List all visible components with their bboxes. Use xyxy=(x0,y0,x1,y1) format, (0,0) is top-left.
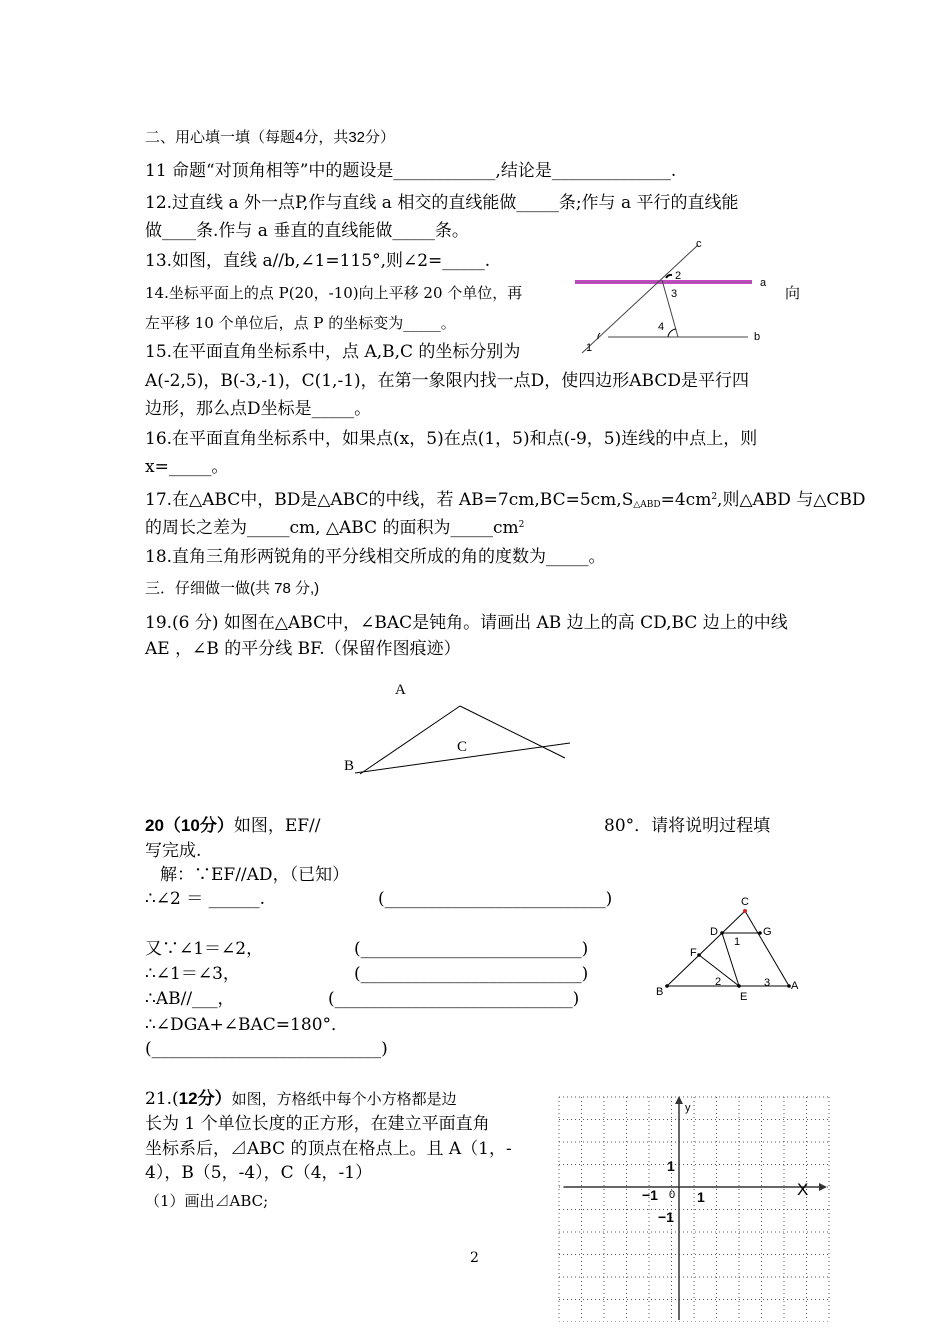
question-20-line1-tail: 80°．请将说明过程填 xyxy=(604,816,771,836)
figure-19-triangle xyxy=(340,678,580,788)
y-tick-one: 1 xyxy=(667,1158,675,1174)
fig20-label-a: A xyxy=(791,980,799,992)
q20-reason3: (__________________________) xyxy=(354,964,589,984)
fig13-label-c: c xyxy=(696,238,702,250)
question-21-line1: 21.(12分）如图，方格纸中每个小方格都是边 xyxy=(145,1089,457,1109)
q20-reason4: (____________________________) xyxy=(328,989,580,1009)
x-tick-neg-one: −1 xyxy=(642,1187,658,1203)
question-17-line2: 的周长之差为_____cm, △ABC 的面积为$\_\_\_\_\_cm^2$ xyxy=(145,518,525,538)
question-15-line3: 边形，那么点D坐标是_____。 xyxy=(145,399,372,419)
fig13-label-a: a xyxy=(760,277,767,289)
fig20-angle-1: 1 xyxy=(734,936,741,948)
fig20-angle-3: 3 xyxy=(764,977,771,989)
question-21-part1: （1）画出⊿ABC; xyxy=(145,1192,269,1210)
coordinate-grid xyxy=(554,1092,832,1322)
axis-x-label: X xyxy=(797,1180,809,1199)
question-20-line2: 写完成. xyxy=(145,841,202,861)
q20-step3: ∴∠1＝∠3， xyxy=(145,964,240,984)
q20-step1: ∴∠2 ＝ ______. xyxy=(145,889,266,909)
fig13-label-b: b xyxy=(754,331,761,343)
question-15-line2: A(-2,5)，B(-3,-1)，C(1,-1)，在第一象限内找一点D，使四边形ABCD是平行四 xyxy=(145,371,750,391)
question-14-tail: 向 xyxy=(785,284,801,302)
fig20-label-c: C xyxy=(741,896,749,908)
figure-13-parallel-lines xyxy=(570,235,780,360)
page-number: 2 xyxy=(470,1250,479,1266)
fig19-label-a: A xyxy=(395,682,406,698)
question-15-line1: 15.在平面直角坐标系中，点 A,B,C 的坐标分别为 xyxy=(145,342,521,362)
question-16-line1: 16.在平面直角坐标系中，如果点(x，5)在点(1，5)和点(-9，5)连线的中点上，则 xyxy=(145,429,758,449)
q20-reason2: (__________________________) xyxy=(354,939,589,959)
question-20-line1: 20（10分）如图，EF// xyxy=(145,816,321,836)
question-17-line1: 17.在△ABC中，BD是△ABC的中线，若 $AB=7cm,BC=5cm,S_{\triangle ABD}=4cm^2$,则△ABD 与△CBD xyxy=(145,490,866,510)
q20-reason1: (__________________________) xyxy=(378,889,613,909)
q20-step5: ∴∠DGA+∠BAC=180°． xyxy=(145,1015,349,1035)
y-tick-neg-one: −1 xyxy=(658,1209,674,1225)
figure-20-triangle xyxy=(652,893,812,1005)
fig20-label-d: D xyxy=(710,926,718,938)
question-21-line3: 坐标系后，⊿ABC 的顶点在格点上。且 A（1，- xyxy=(145,1139,512,1159)
q20-step4: ∴AB//___， xyxy=(145,989,235,1009)
fig19-label-b: B xyxy=(344,758,355,774)
fig20-label-e: E xyxy=(740,991,748,1003)
x-tick-one: 1 xyxy=(697,1189,705,1205)
fig13-angle-3: 3 xyxy=(671,288,678,300)
axis-y-label: y xyxy=(685,1102,691,1114)
fig13-angle-1: 1 xyxy=(586,342,593,354)
fig13-angle-4: 4 xyxy=(658,321,665,333)
fig20-angle-2: 2 xyxy=(715,976,722,988)
question-21-line2: 长为 1 个单位长度的正方形，在建立平面直角 xyxy=(145,1114,490,1134)
fig20-label-g: G xyxy=(763,926,772,938)
section2-title: 二、用心填一填（每题4分，共32分） xyxy=(145,129,396,146)
q20-step2: 又∵∠1＝∠2， xyxy=(145,939,264,959)
question-12-line1: 12.过直线 a 外一点P,作与直线 a 相交的直线能做_____条;作与 a 平行的直线能 xyxy=(145,193,739,213)
fig20-label-b: B xyxy=(656,986,664,998)
fig20-label-f: F xyxy=(690,947,697,959)
question-19-line2: AE ，∠B 的平分线 BF.（保留作图痕迹） xyxy=(145,639,461,659)
question-12-line2: 做____条.作与 a 垂直的直线能做_____条。 xyxy=(145,221,469,241)
fig13-angle-2: 2 xyxy=(675,270,682,282)
section3-title: 三．仔细做一做(共 78 分,) xyxy=(145,580,320,597)
question-14-line2: 左平移 10 个单位后，点 P 的坐标变为_____。 xyxy=(145,314,456,332)
question-18: 18.直角三角形两锐角的平分线相交所成的角的度数为_____。 xyxy=(145,547,606,567)
q20-reason5: (___________________________) xyxy=(145,1039,388,1059)
question-11: 11 命题“对顶角相等”中的题设是____________,结论是______________. xyxy=(145,161,677,181)
question-20-solution: 解：∵EF//AD，（已知） xyxy=(160,865,350,885)
question-13: 13.如图，直线 a//b,∠1=115°,则∠2=_____. xyxy=(145,251,491,271)
fig19-label-c: C xyxy=(457,739,468,755)
question-14-line1: 14.坐标平面上的点 P(20，-10)向上平移 20 个单位，再 xyxy=(145,284,523,302)
question-21-line4: 4），B（5，-4），C（4，-1） xyxy=(145,1163,373,1183)
question-19-line1: 19.(6 分) 如图在△ABC中，∠BAC是钝角。请画出 AB 边上的高 CD,BC 边上的中线 xyxy=(145,613,788,633)
origin-label: 0 xyxy=(669,1189,676,1201)
question-16-line2: x=_____。 xyxy=(145,457,229,477)
